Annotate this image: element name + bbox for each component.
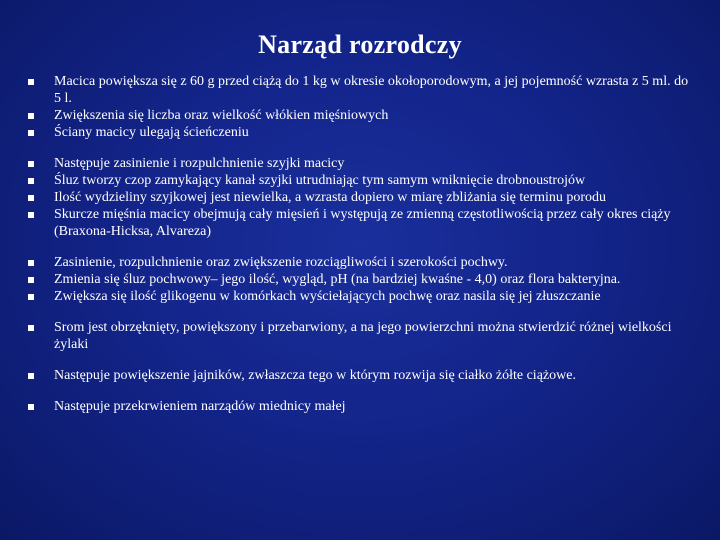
- bullet-text: Zasinienie, rozpulchnienie oraz zwiększenie rozciągliwości i szerokości pochwy.: [54, 255, 508, 270]
- square-bullet-icon: [28, 130, 34, 136]
- square-bullet-icon: [28, 178, 34, 184]
- bullet-text: Zwiększa się ilość glikogenu w komórkach wyściełających pochwę oraz nasila się jej złuszczanie: [54, 289, 601, 304]
- square-bullet-icon: [28, 260, 34, 266]
- bullet-item: [26, 398, 698, 415]
- bullet-text: Następuje powiększenie jajników, zwłaszcza tego w którym rozwija się ciałko żółte ciążowe.: [54, 368, 576, 383]
- bullet-group: [26, 254, 698, 305]
- bullet-item: [26, 206, 698, 240]
- square-bullet-icon: [28, 161, 34, 167]
- bullet-text: Śluz tworzy czop zamykający kanał szyjki utrudniając tym samym wniknięcie drobnoustrojów: [54, 173, 586, 188]
- bullet-text: Srom jest obrzęknięty, powiększony i przebarwiony, a na jego powierzchni można stwierdzić różnej wielkości żylaki: [54, 320, 672, 352]
- square-bullet-icon: [28, 404, 34, 410]
- bullet-group: [26, 398, 698, 415]
- bullet-group: [26, 155, 698, 240]
- bullet-group: [26, 73, 698, 141]
- bullet-text: Następuje przekrwieniem narządów miednicy małej: [54, 399, 346, 414]
- square-bullet-icon: [28, 294, 34, 300]
- bullet-text: Zmienia się śluz pochwowy– jego ilość, wygląd, pH (na bardziej kwaśne - 4,0) oraz flora bakteryjna.: [54, 272, 621, 287]
- slide-content: [26, 73, 698, 429]
- bullet-text: Ściany macicy ulegają ścieńczeniu: [54, 125, 249, 140]
- bullet-item: [26, 73, 698, 107]
- square-bullet-icon: [28, 373, 34, 379]
- bullet-text: Skurcze mięśnia macicy obejmują cały mięsień i występują ze zmienną częstotliwością przez cały okres ciąży (Braxona-Hicksa, Alvareza): [54, 207, 671, 239]
- bullet-item: [26, 319, 698, 353]
- bullet-group: [26, 367, 698, 384]
- bullet-item: [26, 271, 698, 288]
- square-bullet-icon: [28, 113, 34, 119]
- bullet-text: Macica powiększa się z 60 g przed ciążą do 1 kg w okresie okołoporodowym, a jej pojemność wzrasta z 5 ml. do 5 l.: [54, 74, 689, 106]
- slide-title: Narząd rozrodczy: [258, 30, 462, 59]
- square-bullet-icon: [28, 212, 34, 218]
- bullet-item: [26, 189, 698, 206]
- bullet-text: Zwiększenia się liczba oraz wielkość włókien mięśniowych: [54, 108, 389, 123]
- bullet-item: [26, 367, 698, 384]
- bullet-text: Następuje zasinienie i rozpulchnienie szyjki macicy: [54, 156, 345, 171]
- bullet-item: [26, 107, 698, 124]
- square-bullet-icon: [28, 195, 34, 201]
- bullet-item: [26, 288, 698, 305]
- bullet-item: [26, 172, 698, 189]
- bullet-item: [26, 155, 698, 172]
- square-bullet-icon: [28, 277, 34, 283]
- bullet-text: Ilość wydzieliny szyjkowej jest niewielka, a wzrasta dopiero w miarę zbliżania się terminu porodu: [54, 190, 607, 205]
- bullet-item: [26, 124, 698, 141]
- square-bullet-icon: [28, 79, 34, 85]
- bullet-group: [26, 319, 698, 353]
- square-bullet-icon: [28, 325, 34, 331]
- bullet-item: [26, 254, 698, 271]
